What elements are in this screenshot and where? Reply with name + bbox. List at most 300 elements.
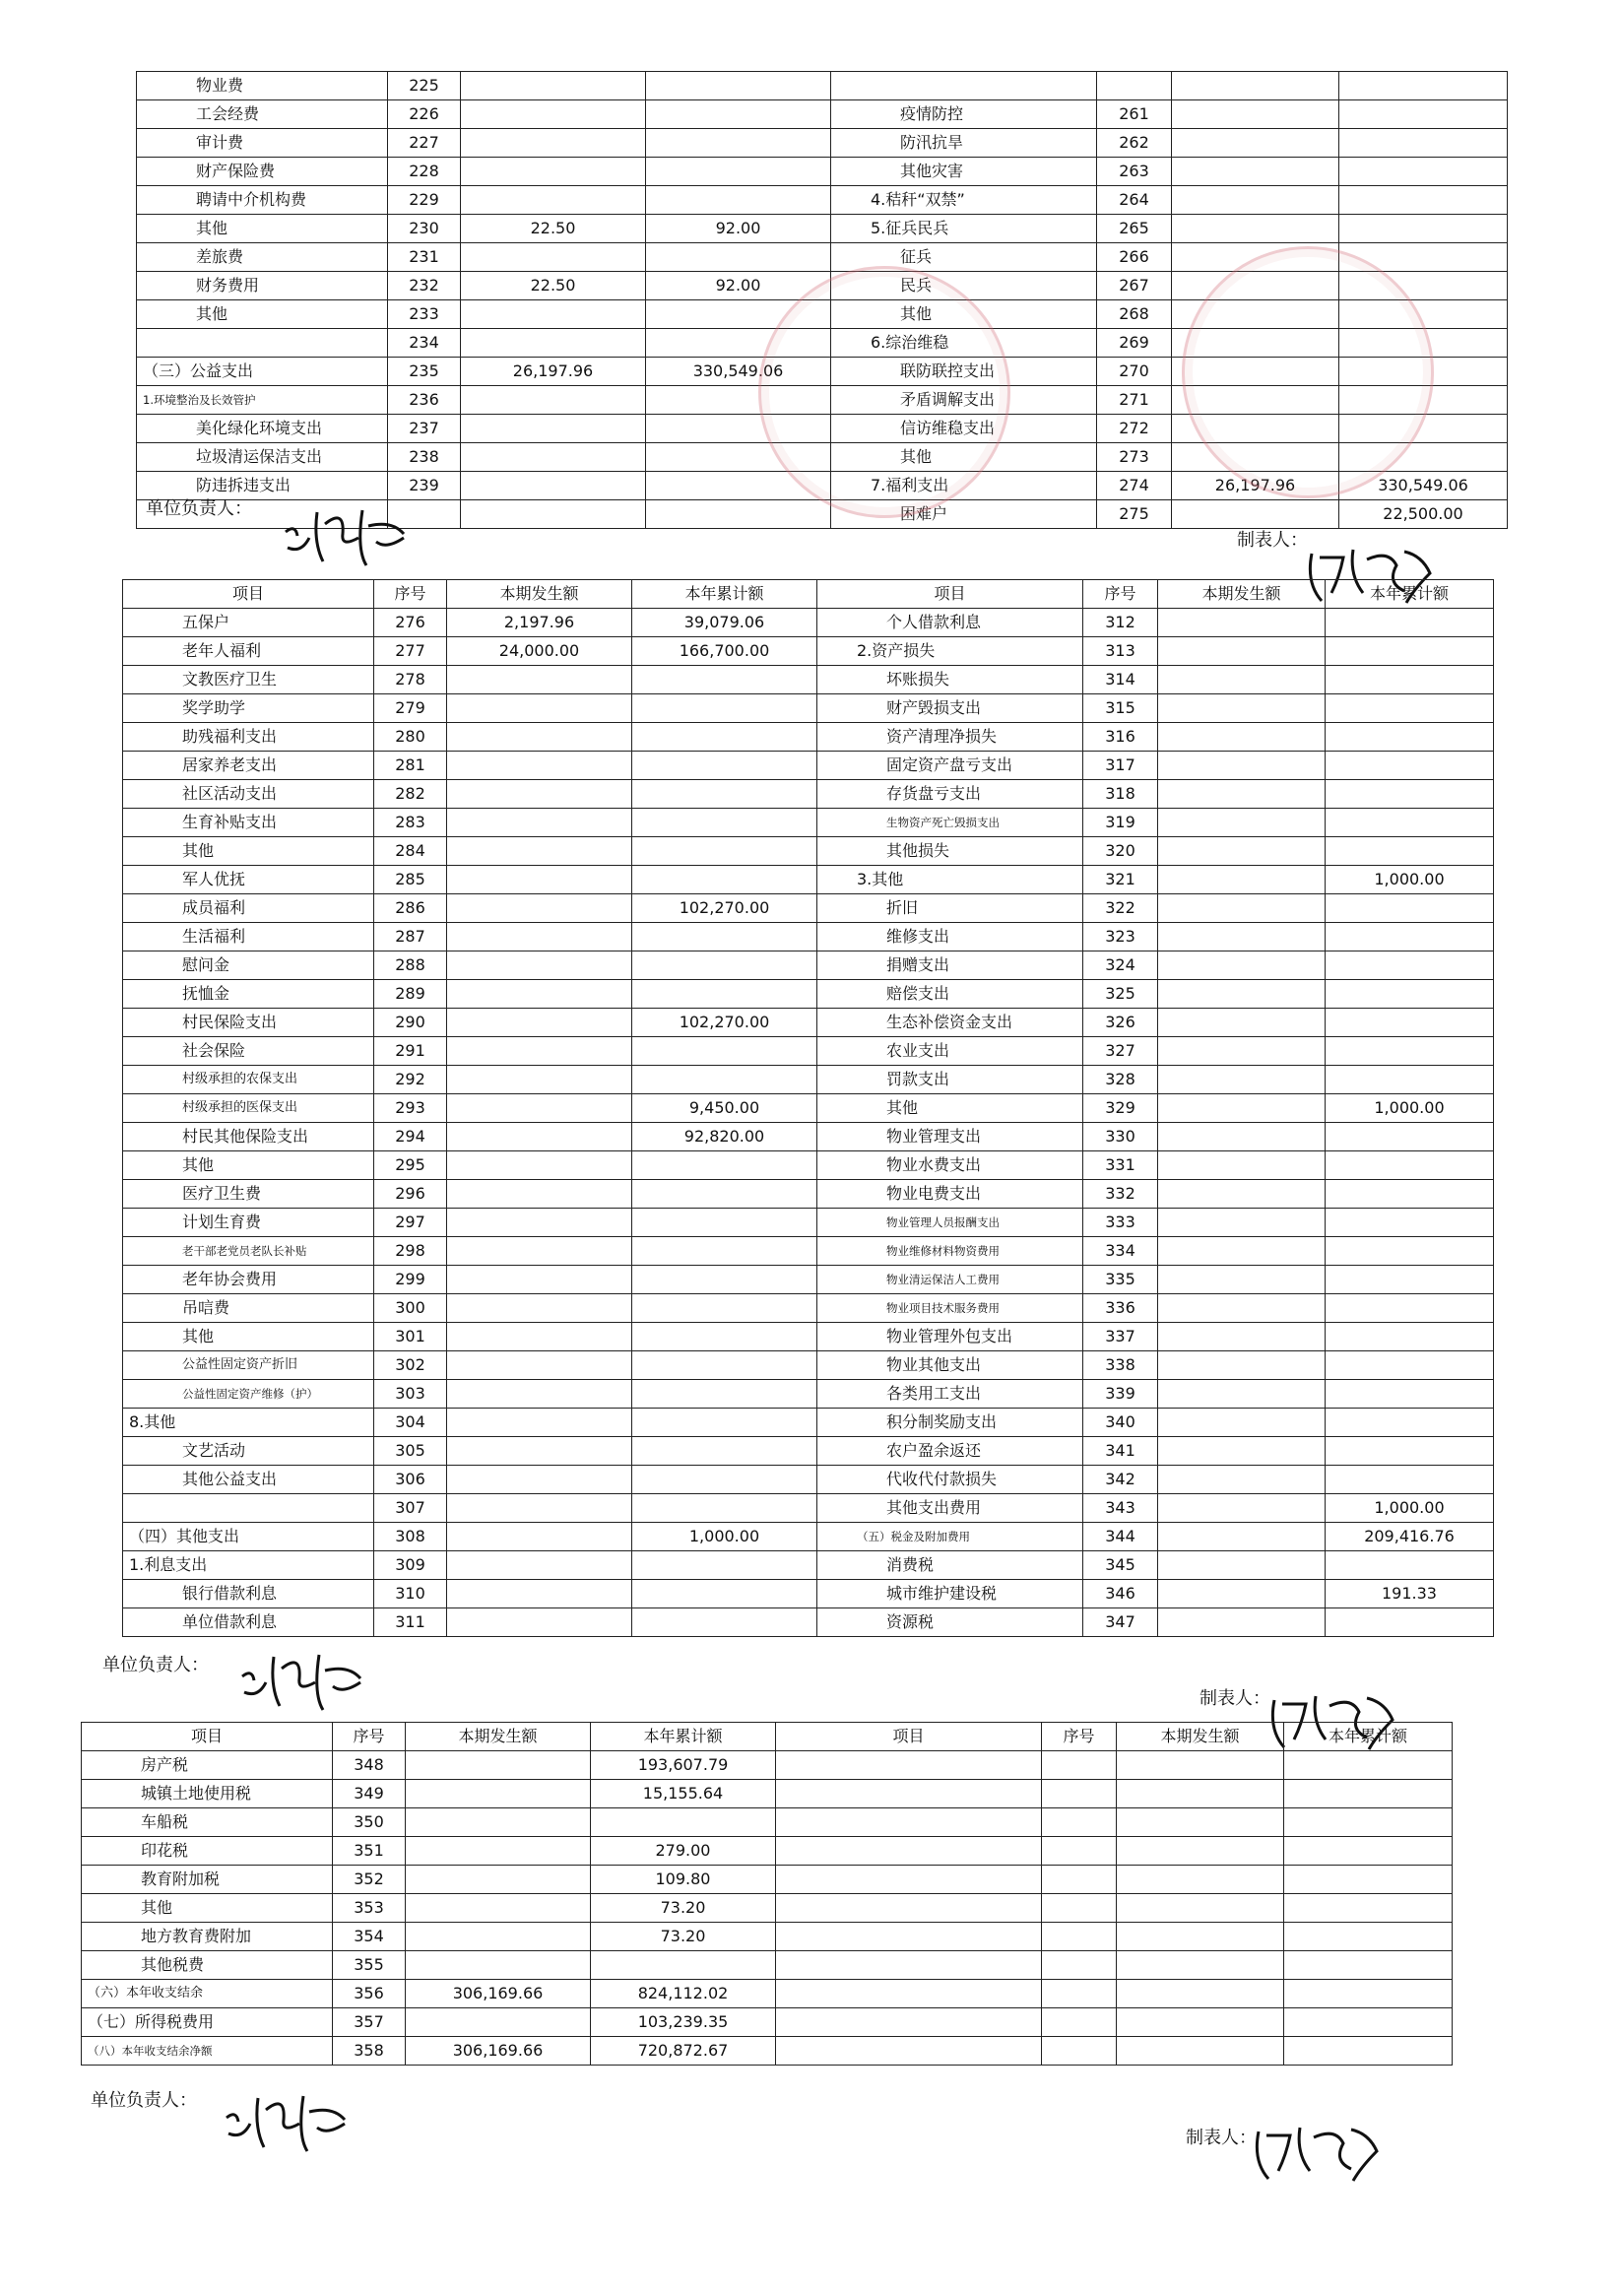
row-current-amount-right <box>1158 1494 1326 1523</box>
row-item-label: 社会保险 <box>123 1037 374 1066</box>
row-item-label: 村民保险支出 <box>123 1009 374 1037</box>
table-row <box>123 1580 1494 1608</box>
table-row <box>123 1237 1494 1266</box>
empty-cell <box>776 1808 1042 1837</box>
row-current-amount-right <box>1158 1123 1326 1151</box>
row-current-amount <box>447 1580 632 1608</box>
row-item-label-right: 城市维护建设税 <box>817 1580 1083 1608</box>
row-seq-number: 235 <box>388 358 461 386</box>
table-row <box>137 100 1508 129</box>
row-current-amount-right <box>1158 637 1326 666</box>
row-current-amount <box>447 1209 632 1237</box>
row-ytd-amount-right: 1,000.00 <box>1326 1094 1494 1123</box>
table-row <box>123 1523 1494 1551</box>
header-ytd-right: 本年累计额 <box>1326 580 1494 609</box>
row-seq-number-right: 331 <box>1083 1151 1158 1180</box>
header-current-right: 本期发生额 <box>1158 580 1326 609</box>
row-current-amount-right <box>1172 72 1339 100</box>
row-seq-number: 307 <box>374 1494 447 1523</box>
row-seq-number: 308 <box>374 1523 447 1551</box>
row-current-amount <box>447 1523 632 1551</box>
row-seq-number-right: 271 <box>1097 386 1172 415</box>
row-seq-number: 353 <box>333 1894 406 1923</box>
table-row <box>123 1151 1494 1180</box>
row-ytd-amount <box>632 1608 817 1637</box>
row-current-amount-right <box>1158 1608 1326 1637</box>
row-ytd-amount <box>632 1551 817 1580</box>
row-item-label: 1.环境整治及长效管护 <box>137 386 388 415</box>
table-row <box>82 1837 1453 1866</box>
row-item-label: （三）公益支出 <box>137 358 388 386</box>
header-current-left: 本期发生额 <box>406 1723 591 1751</box>
row-ytd-amount-right <box>1326 1209 1494 1237</box>
row-seq-number: 233 <box>388 300 461 329</box>
row-item-label-right: （五）税金及附加费用 <box>817 1523 1083 1551</box>
table-row <box>123 1066 1494 1094</box>
table-row <box>123 1266 1494 1294</box>
empty-cell <box>1117 1808 1284 1837</box>
row-current-amount-right <box>1158 1523 1326 1551</box>
row-seq-number: 304 <box>374 1409 447 1437</box>
row-item-label: 生育补贴支出 <box>123 809 374 837</box>
row-ytd-amount: 102,270.00 <box>632 1009 817 1037</box>
row-ytd-amount: 279.00 <box>591 1837 776 1866</box>
row-seq-number-right: 264 <box>1097 186 1172 215</box>
row-item-label: 居家养老支出 <box>123 752 374 780</box>
row-ytd-amount <box>591 1951 776 1980</box>
table-row <box>82 1808 1453 1837</box>
row-seq-number: 282 <box>374 780 447 809</box>
row-item-label: （六）本年收支结余 <box>82 1980 333 2008</box>
row-ytd-amount <box>632 752 817 780</box>
row-current-amount <box>447 1180 632 1209</box>
row-ytd-amount-right <box>1339 186 1508 215</box>
row-current-amount <box>447 894 632 923</box>
empty-cell <box>1042 1980 1117 2008</box>
row-seq-number: 300 <box>374 1294 447 1323</box>
row-ytd-amount <box>632 1580 817 1608</box>
row-item-label-right: 捐赠支出 <box>817 951 1083 980</box>
row-current-amount <box>447 1266 632 1294</box>
row-item-label-right: 其他灾害 <box>831 158 1097 186</box>
row-ytd-amount: 92.00 <box>646 272 831 300</box>
row-seq-number-right: 330 <box>1083 1123 1158 1151</box>
empty-cell <box>1117 1951 1284 1980</box>
row-seq-number-right: 333 <box>1083 1209 1158 1237</box>
row-ytd-amount: 73.20 <box>591 1894 776 1923</box>
header-item-right: 项目 <box>817 580 1083 609</box>
empty-cell <box>1042 1923 1117 1951</box>
table-row <box>123 1294 1494 1323</box>
empty-cell <box>1117 1923 1284 1951</box>
row-item-label-right: 疫情防控 <box>831 100 1097 129</box>
row-item-label-right: 物业管理支出 <box>817 1123 1083 1151</box>
row-seq-number: 230 <box>388 215 461 243</box>
row-current-amount-right <box>1158 1037 1326 1066</box>
row-current-amount <box>406 2008 591 2037</box>
row-ytd-amount-right <box>1326 1066 1494 1094</box>
empty-cell <box>1117 1980 1284 2008</box>
empty-cell <box>1284 1980 1453 2008</box>
row-seq-number: 295 <box>374 1151 447 1180</box>
row-seq-number: 357 <box>333 2008 406 2037</box>
row-seq-number-right: 261 <box>1097 100 1172 129</box>
row-seq-number: 288 <box>374 951 447 980</box>
row-current-amount-right <box>1158 1180 1326 1209</box>
row-item-label-right: 7.福利支出 <box>831 472 1097 500</box>
table-row <box>123 666 1494 694</box>
row-current-amount <box>461 100 646 129</box>
row-ytd-amount-right <box>1339 215 1508 243</box>
row-current-amount <box>461 472 646 500</box>
header-seq-left: 序号 <box>374 580 447 609</box>
row-current-amount: 26,197.96 <box>461 358 646 386</box>
row-ytd-amount <box>632 1380 817 1409</box>
row-item-label: 其他公益支出 <box>123 1466 374 1494</box>
row-ytd-amount-right <box>1326 1380 1494 1409</box>
empty-cell <box>1042 2037 1117 2066</box>
row-seq-number: 276 <box>374 609 447 637</box>
row-ytd-amount-right <box>1326 723 1494 752</box>
row-ytd-amount-right <box>1326 666 1494 694</box>
row-seq-number: 351 <box>333 1837 406 1866</box>
row-item-label-right: 物业管理人员报酬支出 <box>817 1209 1083 1237</box>
row-ytd-amount-right <box>1339 100 1508 129</box>
empty-cell <box>1042 1894 1117 1923</box>
table-row <box>137 186 1508 215</box>
row-item-label: 防违拆违支出 <box>137 472 388 500</box>
row-current-amount <box>447 809 632 837</box>
row-seq-number: 238 <box>388 443 461 472</box>
row-current-amount <box>447 923 632 951</box>
row-current-amount <box>447 1466 632 1494</box>
row-current-amount <box>447 1608 632 1637</box>
row-current-amount-right <box>1158 1294 1326 1323</box>
row-seq-number: 283 <box>374 809 447 837</box>
row-seq-number-right: 322 <box>1083 894 1158 923</box>
row-current-amount <box>461 243 646 272</box>
row-seq-number: 310 <box>374 1580 447 1608</box>
empty-cell <box>1042 2008 1117 2037</box>
row-current-amount <box>461 329 646 358</box>
row-ytd-amount <box>632 1151 817 1180</box>
table-row <box>123 894 1494 923</box>
row-seq-number: 231 <box>388 243 461 272</box>
row-current-amount <box>406 1780 591 1808</box>
row-ytd-amount <box>632 1351 817 1380</box>
row-item-label-right: 生态补偿资金支出 <box>817 1009 1083 1037</box>
row-ytd-amount-right <box>1326 1037 1494 1066</box>
empty-cell <box>1284 1951 1453 1980</box>
row-item-label-right: 积分制奖励支出 <box>817 1409 1083 1437</box>
row-current-amount <box>406 1951 591 1980</box>
row-item-label: 1.利息支出 <box>123 1551 374 1580</box>
row-current-amount <box>447 1151 632 1180</box>
row-ytd-amount-right <box>1326 609 1494 637</box>
row-item-label: 车船税 <box>82 1808 333 1837</box>
row-item-label: 助残福利支出 <box>123 723 374 752</box>
row-ytd-amount-right <box>1326 1009 1494 1037</box>
empty-cell <box>1042 1751 1117 1780</box>
row-item-label: 单位借款利息 <box>123 1608 374 1637</box>
row-item-label: 老干部老党员老队长补贴 <box>123 1237 374 1266</box>
row-ytd-amount-right <box>1326 780 1494 809</box>
row-current-amount-right <box>1158 1551 1326 1580</box>
row-ytd-amount-right <box>1326 1294 1494 1323</box>
row-current-amount <box>447 980 632 1009</box>
row-current-amount-right <box>1158 694 1326 723</box>
row-seq-number-right: 336 <box>1083 1294 1158 1323</box>
row-current-amount-right <box>1158 1380 1326 1409</box>
row-current-amount <box>447 1380 632 1409</box>
row-seq-number: 309 <box>374 1551 447 1580</box>
row-item-label: 公益性固定资产维修（护） <box>123 1380 374 1409</box>
row-current-amount-right <box>1172 100 1339 129</box>
row-seq-number-right: 320 <box>1083 837 1158 866</box>
row-item-label: 物业费 <box>137 72 388 100</box>
row-item-label: 城镇土地使用税 <box>82 1780 333 1808</box>
row-seq-number: 290 <box>374 1009 447 1037</box>
table-row <box>123 723 1494 752</box>
row-seq-number: 237 <box>388 415 461 443</box>
row-ytd-amount <box>646 72 831 100</box>
row-seq-number: 296 <box>374 1180 447 1209</box>
row-seq-number-right: 272 <box>1097 415 1172 443</box>
row-ytd-amount: 109.80 <box>591 1866 776 1894</box>
empty-cell <box>1284 1866 1453 1894</box>
row-item-label: 社区活动支出 <box>123 780 374 809</box>
row-current-amount-right <box>1158 1580 1326 1608</box>
table-row <box>123 694 1494 723</box>
empty-cell <box>776 1894 1042 1923</box>
row-ytd-amount <box>646 158 831 186</box>
row-item-label: 医疗卫生费 <box>123 1180 374 1209</box>
row-item-label-right: 物业水费支出 <box>817 1151 1083 1180</box>
row-current-amount <box>406 1837 591 1866</box>
row-current-amount: 306,169.66 <box>406 1980 591 2008</box>
row-current-amount-right <box>1172 186 1339 215</box>
row-item-label-right: 3.其他 <box>817 866 1083 894</box>
row-item-label <box>137 329 388 358</box>
row-ytd-amount-right <box>1326 1351 1494 1380</box>
empty-cell <box>1284 1923 1453 1951</box>
table-row <box>137 215 1508 243</box>
row-ytd-amount <box>632 1494 817 1523</box>
unit-head-signature-2 <box>234 1647 372 1716</box>
row-seq-number: 286 <box>374 894 447 923</box>
empty-cell <box>1117 1751 1284 1780</box>
row-item-label-right: 其他损失 <box>817 837 1083 866</box>
empty-cell <box>776 1980 1042 2008</box>
empty-cell <box>1117 2008 1284 2037</box>
row-item-label: 美化绿化环境支出 <box>137 415 388 443</box>
table-row <box>123 1608 1494 1637</box>
row-seq-number: 225 <box>388 72 461 100</box>
row-current-amount-right <box>1158 809 1326 837</box>
row-current-amount-right <box>1158 1209 1326 1237</box>
empty-cell <box>1284 1751 1453 1780</box>
row-item-label-right: 财产毁损支出 <box>817 694 1083 723</box>
table-row <box>123 1037 1494 1066</box>
row-item-label: 文教医疗卫生 <box>123 666 374 694</box>
row-ytd-amount <box>632 723 817 752</box>
row-item-label: （七）所得税费用 <box>82 2008 333 2037</box>
row-ytd-amount <box>632 1466 817 1494</box>
row-current-amount <box>406 1866 591 1894</box>
row-item-label: 银行借款利息 <box>123 1580 374 1608</box>
unit-head-label-2: 单位负责人： <box>102 1655 209 1675</box>
row-seq-number: 239 <box>388 472 461 500</box>
row-seq-number: 281 <box>374 752 447 780</box>
table-row <box>137 158 1508 186</box>
row-current-amount <box>406 1923 591 1951</box>
row-item-label: 其他 <box>123 1151 374 1180</box>
row-ytd-amount <box>646 100 831 129</box>
empty-cell <box>1117 1780 1284 1808</box>
row-item-label: 计划生育费 <box>123 1209 374 1237</box>
row-item-label-right: 5.征兵民兵 <box>831 215 1097 243</box>
preparer-signature-3 <box>1249 2118 1387 2187</box>
row-seq-number: 306 <box>374 1466 447 1494</box>
row-item-label-right: 代收代付款损失 <box>817 1466 1083 1494</box>
row-ytd-amount: 1,000.00 <box>632 1523 817 1551</box>
row-seq-number: 277 <box>374 637 447 666</box>
row-current-amount <box>447 837 632 866</box>
table-row <box>123 1551 1494 1580</box>
row-current-amount <box>447 1094 632 1123</box>
row-seq-number: 299 <box>374 1266 447 1294</box>
empty-cell <box>1117 1894 1284 1923</box>
row-ytd-amount <box>632 1237 817 1266</box>
table-row <box>123 1323 1494 1351</box>
row-seq-number: 350 <box>333 1808 406 1837</box>
row-ytd-amount-right <box>1339 158 1508 186</box>
row-seq-number-right: 339 <box>1083 1380 1158 1409</box>
row-item-label: 房产税 <box>82 1751 333 1780</box>
row-current-amount <box>447 1237 632 1266</box>
empty-cell <box>1042 1808 1117 1837</box>
row-item-label-right: 物业清运保洁人工费用 <box>817 1266 1083 1294</box>
row-current-amount-right <box>1158 666 1326 694</box>
row-ytd-amount-right <box>1326 1123 1494 1151</box>
row-current-amount <box>447 1037 632 1066</box>
empty-cell <box>776 1751 1042 1780</box>
row-item-label-right: 联防联控支出 <box>831 358 1097 386</box>
row-ytd-amount: 92,820.00 <box>632 1123 817 1151</box>
row-seq-number: 285 <box>374 866 447 894</box>
table-row <box>82 1923 1453 1951</box>
row-seq-number: 227 <box>388 129 461 158</box>
unit-head-label-3: 单位负责人： <box>91 2090 197 2111</box>
row-seq-number-right <box>1097 72 1172 100</box>
row-item-label: 差旅费 <box>137 243 388 272</box>
row-ytd-amount: 166,700.00 <box>632 637 817 666</box>
row-ytd-amount <box>646 129 831 158</box>
expense-table-section3 <box>81 1722 1453 2066</box>
row-seq-number-right: 335 <box>1083 1266 1158 1294</box>
row-seq-number: 293 <box>374 1094 447 1123</box>
table-header-row <box>123 580 1494 609</box>
row-item-label: 生活福利 <box>123 923 374 951</box>
row-ytd-amount-right: 209,416.76 <box>1326 1523 1494 1551</box>
row-seq-number: 348 <box>333 1751 406 1780</box>
header-item-left: 项目 <box>123 580 374 609</box>
row-ytd-amount <box>632 780 817 809</box>
table-row <box>123 609 1494 637</box>
empty-cell <box>776 2037 1042 2066</box>
row-current-amount <box>447 1351 632 1380</box>
row-ytd-amount-right: 191.33 <box>1326 1580 1494 1608</box>
row-seq-number: 279 <box>374 694 447 723</box>
row-item-label-right: 信访维稳支出 <box>831 415 1097 443</box>
row-item-label-right: 折旧 <box>817 894 1083 923</box>
row-current-amount-right <box>1158 951 1326 980</box>
row-seq-number-right: 319 <box>1083 809 1158 837</box>
row-ytd-amount <box>632 951 817 980</box>
row-current-amount <box>447 951 632 980</box>
row-item-label-right: 资源税 <box>817 1608 1083 1637</box>
row-seq-number: 358 <box>333 2037 406 2066</box>
table-row <box>123 1380 1494 1409</box>
row-item-label-right: 矛盾调解支出 <box>831 386 1097 415</box>
header-ytd-right: 本年累计额 <box>1284 1723 1453 1751</box>
row-current-amount <box>447 723 632 752</box>
table-row <box>123 1351 1494 1380</box>
row-current-amount-right <box>1158 780 1326 809</box>
row-seq-number: 352 <box>333 1866 406 1894</box>
row-ytd-amount <box>632 1066 817 1094</box>
row-item-label: 老年人福利 <box>123 637 374 666</box>
row-item-label: 工会经费 <box>137 100 388 129</box>
row-seq-number-right: 344 <box>1083 1523 1158 1551</box>
row-item-label-right: 4.秸秆“双禁” <box>831 186 1097 215</box>
row-current-amount-right <box>1172 500 1339 529</box>
row-ytd-amount <box>632 694 817 723</box>
table-row <box>123 780 1494 809</box>
row-ytd-amount <box>632 923 817 951</box>
preparer-label: 制表人： <box>1237 530 1308 551</box>
expense-table-section2 <box>122 579 1494 1637</box>
row-ytd-amount-right <box>1339 129 1508 158</box>
row-seq-number-right: 329 <box>1083 1094 1158 1123</box>
row-seq-number: 294 <box>374 1123 447 1151</box>
row-seq-number-right: 268 <box>1097 300 1172 329</box>
row-item-label-right: 资产清理净损失 <box>817 723 1083 752</box>
table-row <box>123 866 1494 894</box>
table-row <box>82 1980 1453 2008</box>
row-seq-number: 311 <box>374 1608 447 1637</box>
row-seq-number: 284 <box>374 837 447 866</box>
row-seq-number-right: 265 <box>1097 215 1172 243</box>
row-item-label: 文艺活动 <box>123 1437 374 1466</box>
row-current-amount-right <box>1158 1009 1326 1037</box>
row-ytd-amount <box>632 980 817 1009</box>
table-row <box>137 72 1508 100</box>
empty-cell <box>1042 1951 1117 1980</box>
row-seq-number-right: 340 <box>1083 1409 1158 1437</box>
table-row <box>82 1894 1453 1923</box>
row-ytd-amount <box>646 186 831 215</box>
row-item-label-right: 物业项目技术服务费用 <box>817 1294 1083 1323</box>
row-ytd-amount-right: 22,500.00 <box>1339 500 1508 529</box>
row-seq-number-right: 321 <box>1083 866 1158 894</box>
row-seq-number: 302 <box>374 1351 447 1380</box>
empty-cell <box>1284 1780 1453 1808</box>
row-current-amount-right <box>1158 723 1326 752</box>
row-seq-number: 301 <box>374 1323 447 1351</box>
row-item-label: 其他 <box>137 300 388 329</box>
row-seq-number-right: 323 <box>1083 923 1158 951</box>
